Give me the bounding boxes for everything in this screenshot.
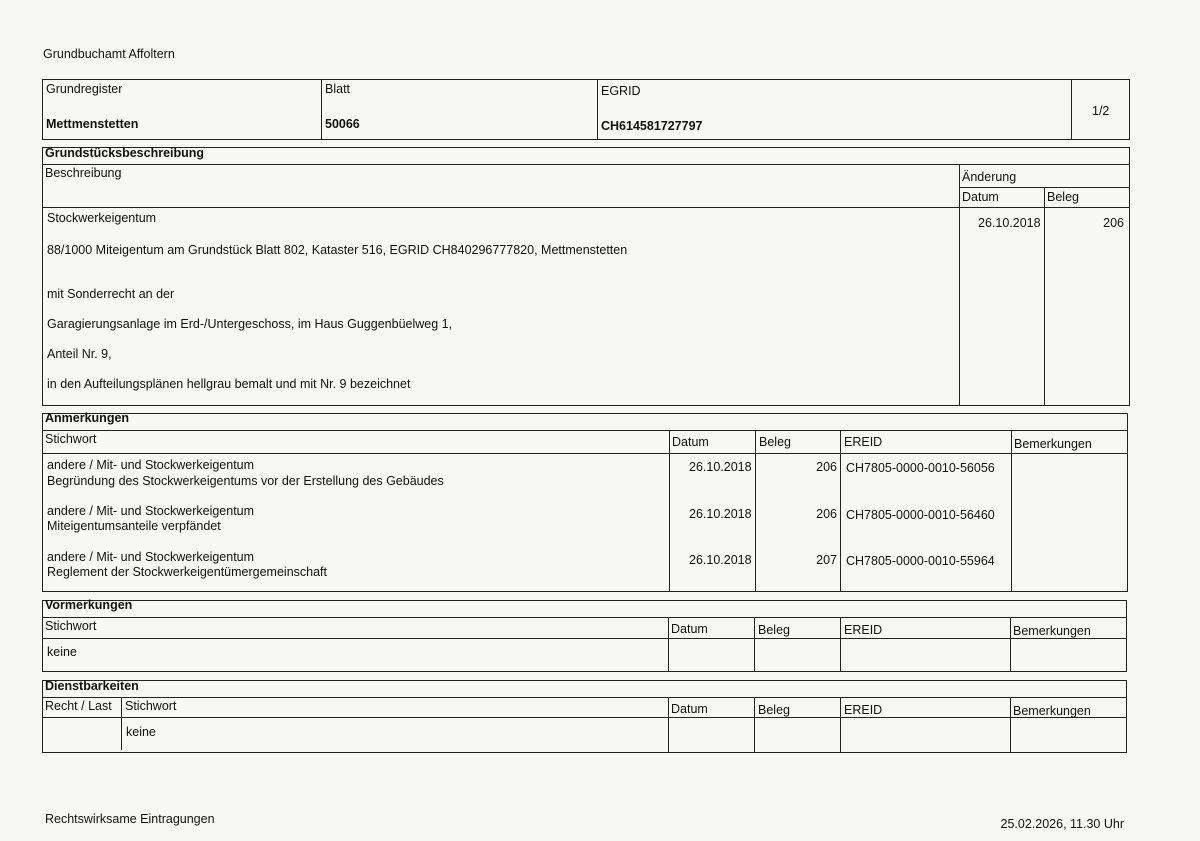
dienstbarkeiten-section-title: Dienstbarkeiten (45, 679, 139, 693)
description-line: mit Sonderrecht an der (47, 287, 175, 301)
dienstbarkeiten-divider (1010, 698, 1011, 753)
anmerkungen-stichwort-header: Stichwort (45, 432, 97, 446)
anmerkungen-section-title: Anmerkungen (45, 411, 130, 425)
dienstbarkeiten-divider (42, 717, 1127, 718)
dienstbarkeiten-divider (754, 698, 755, 753)
vormerkungen-divider (668, 618, 669, 672)
anmerkungen-divider (669, 431, 670, 592)
anmerkung-datum: 26.10.2018 (689, 460, 752, 474)
description-divider (959, 165, 960, 406)
anmerkung-ereid: CH7805-0000-0010-55964 (846, 554, 995, 568)
anmerkung-ereid: CH7805-0000-0010-56460 (846, 508, 995, 522)
description-line: 88/1000 Miteigentum am Grundstück Blatt 802, Kataster 516, EGRID CH840296777820, Mettmenstetten (47, 243, 628, 257)
description-line: in den Aufteilungsplänen hellgrau bemalt und mit Nr. 9 bezeichnet (47, 377, 411, 391)
footer-timestamp: 25.02.2026, 11.30 Uhr (1000, 817, 1124, 831)
dienstbarkeiten-datum-header: Datum (671, 702, 708, 716)
anmerkung-beleg: 207 (816, 553, 837, 567)
description-line: Anteil Nr. 9, (47, 347, 112, 361)
beschreibung-header: Beschreibung (45, 166, 122, 180)
description-line: Garagierungsanlage im Erd-/Untergeschoss, im Haus Guggenbüelweg 1, (47, 317, 453, 331)
grundregister-value: Mettmenstetten (46, 117, 139, 131)
vormerkungen-divider (840, 618, 841, 672)
anmerkung-detail: Reglement der Stockwerkeigentümergemeinschaft (47, 565, 327, 579)
office-name: Grundbuchamt Affoltern (43, 47, 175, 61)
anmerkungen-ereid-header: EREID (844, 435, 883, 449)
register-divider (1071, 79, 1072, 140)
vormerkungen-beleg-header: Beleg (758, 623, 790, 637)
dienstbarkeiten-divider (840, 698, 841, 753)
aenderung-header: Änderung (962, 170, 1017, 184)
anmerkung-datum: 26.10.2018 (689, 553, 752, 567)
vormerkungen-bemerkungen-header: Bemerkungen (1013, 624, 1091, 638)
dienstbarkeiten-recht-header: Recht / Last (45, 699, 112, 713)
anmerkungen-divider (1011, 431, 1012, 592)
description-divider (42, 164, 1130, 165)
vormerkungen-section-title: Vormerkungen (45, 598, 133, 612)
anmerkung-stichwort: andere / Mit- und Stockwerkeigentum (47, 504, 255, 518)
vormerkungen-divider (1010, 618, 1011, 672)
vormerkungen-box (42, 600, 1127, 672)
description-beleg: 206 (1103, 216, 1124, 230)
register-box (42, 79, 1130, 140)
register-divider (321, 79, 322, 140)
anmerkungen-divider (840, 431, 841, 592)
dienstbarkeiten-stichwort-header: Stichwort (125, 699, 177, 713)
anmerkung-beleg: 206 (816, 460, 837, 474)
description-beleg-header: Beleg (1047, 190, 1079, 204)
anmerkung-stichwort: andere / Mit- und Stockwerkeigentum (47, 550, 255, 564)
anmerkungen-beleg-header: Beleg (759, 435, 791, 449)
vormerkungen-ereid-header: EREID (844, 623, 883, 637)
vormerkungen-divider (754, 618, 755, 672)
anmerkungen-bemerkungen-header: Bemerkungen (1014, 437, 1092, 451)
dienstbarkeiten-ereid-header: EREID (844, 703, 883, 717)
anmerkung-stichwort: andere / Mit- und Stockwerkeigentum (47, 458, 255, 472)
description-datum-header: Datum (962, 190, 999, 204)
description-box (42, 147, 1130, 406)
dienstbarkeiten-divider (121, 698, 122, 750)
vormerkungen-datum-header: Datum (671, 622, 708, 636)
dienstbarkeiten-bemerkungen-header: Bemerkungen (1013, 704, 1091, 718)
description-datum: 26.10.2018 (978, 216, 1041, 230)
vormerkungen-divider (42, 617, 1127, 618)
egrid-value: CH614581727797 (601, 119, 703, 133)
description-section-title: Grundstücksbeschreibung (45, 146, 205, 160)
grundregister-label: Grundregister (46, 82, 123, 96)
anmerkung-ereid: CH7805-0000-0010-56056 (846, 461, 995, 475)
anmerkung-datum: 26.10.2018 (689, 507, 752, 521)
egrid-label: EGRID (601, 84, 641, 98)
description-divider (42, 207, 1130, 208)
dienstbarkeiten-divider (42, 697, 1127, 698)
anmerkung-detail: Miteigentumsanteile verpfändet (47, 519, 221, 533)
vormerkungen-divider (42, 638, 1127, 639)
vormerkungen-stichwort-header: Stichwort (45, 619, 97, 633)
anmerkung-beleg: 206 (816, 507, 837, 521)
vormerkungen-value: keine (47, 645, 77, 659)
anmerkung-detail: Begründung des Stockwerkeigentums vor der Erstellung des Gebäudes (47, 474, 444, 488)
footer-label: Rechtswirksame Eintragungen (45, 812, 215, 826)
page-number: 1/2 (1092, 104, 1110, 118)
anmerkungen-divider (42, 430, 1128, 431)
register-divider (597, 79, 598, 140)
dienstbarkeiten-beleg-header: Beleg (758, 703, 790, 717)
description-line: Stockwerkeigentum (47, 211, 157, 225)
anmerkungen-datum-header: Datum (672, 435, 709, 449)
dienstbarkeiten-divider (668, 698, 669, 753)
anmerkungen-divider (42, 453, 1128, 454)
dienstbarkeiten-value: keine (126, 725, 156, 739)
blatt-label: Blatt (325, 82, 351, 96)
blatt-value: 50066 (325, 117, 360, 131)
